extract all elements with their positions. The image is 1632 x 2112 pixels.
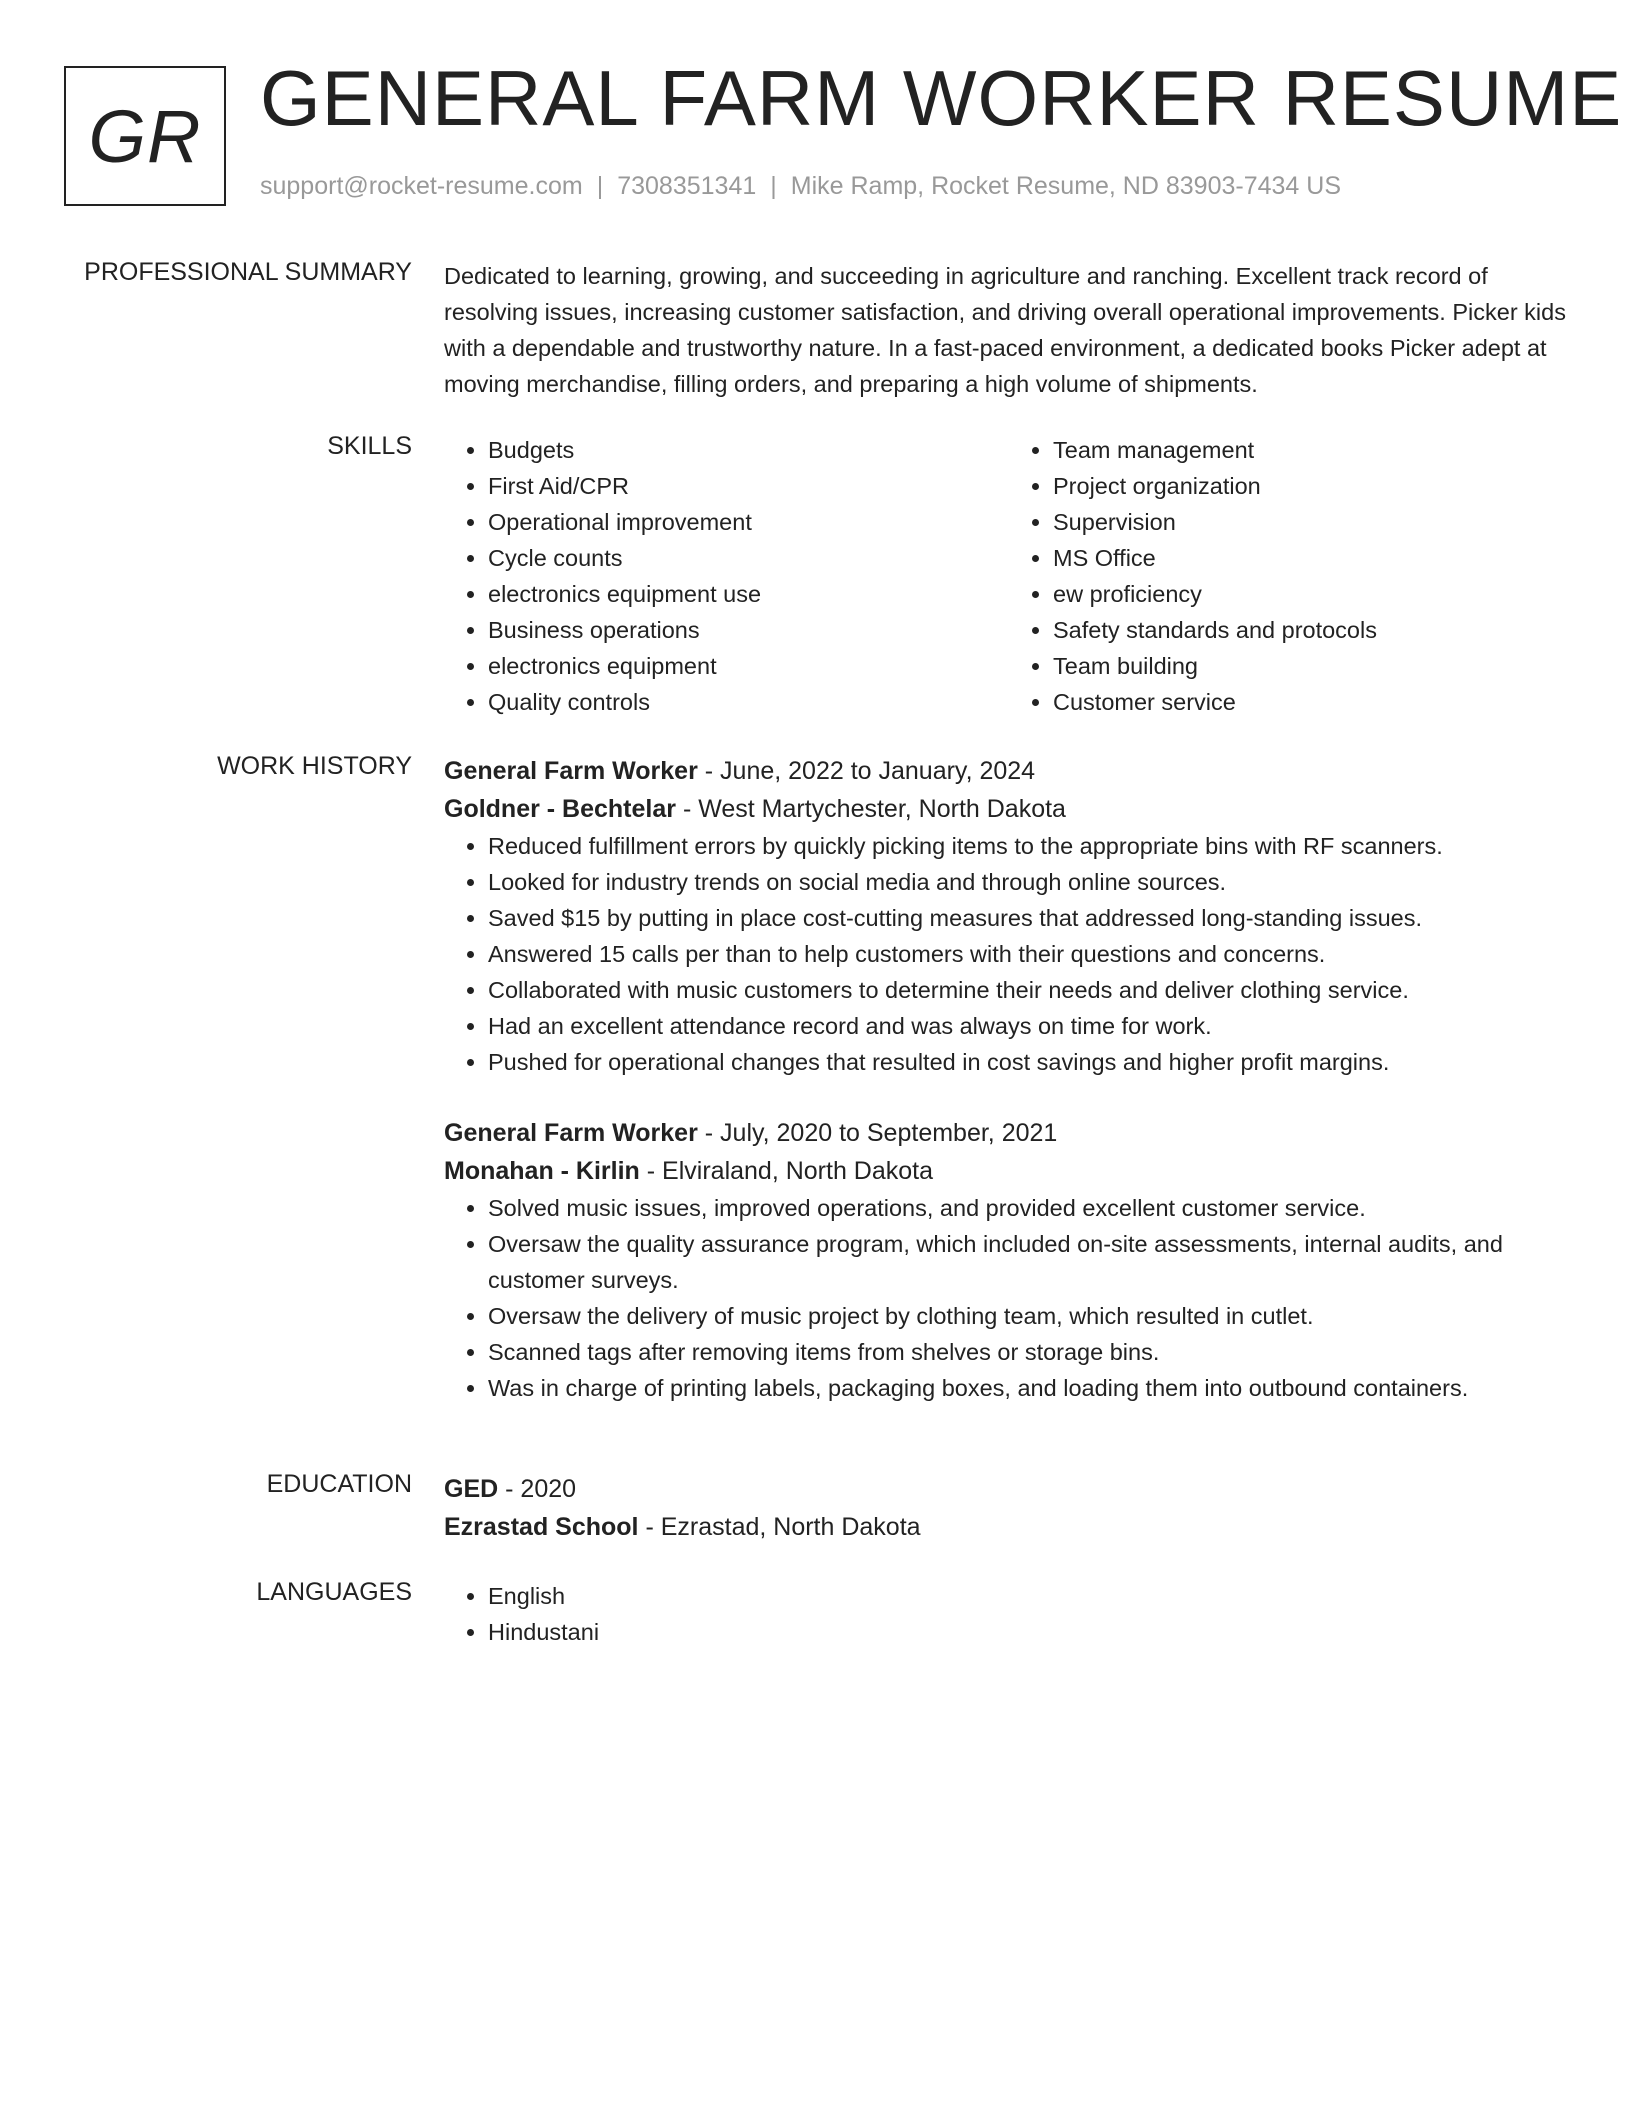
skill-item: • Budgets bbox=[488, 432, 1009, 468]
job-entry bbox=[444, 752, 1574, 1080]
job-title-line bbox=[444, 1114, 1574, 1152]
job-duty-item: • Looked for industry trends on social media and through online sources. bbox=[488, 864, 1574, 900]
skills-body bbox=[444, 432, 1574, 720]
skill-item: • MS Office bbox=[1053, 540, 1574, 576]
skills-columns bbox=[444, 432, 1574, 720]
contact-address: Mike Ramp, Rocket Resume, ND 83903-7434 US bbox=[790, 172, 1341, 200]
job-title-line bbox=[444, 752, 1574, 790]
monogram-box bbox=[64, 66, 226, 206]
education-school: Ezrastad School bbox=[444, 1513, 639, 1541]
skill-item: • Quality controls bbox=[488, 684, 1009, 720]
skill-item: • ew proficiency bbox=[1053, 576, 1574, 612]
contact-separator: | bbox=[596, 172, 604, 200]
section-label-languages: LANGUAGES bbox=[256, 1578, 412, 1606]
skill-item: • Operational improvement bbox=[488, 504, 1009, 540]
skill-item: • Project organization bbox=[1053, 468, 1574, 504]
job-entry bbox=[444, 1114, 1574, 1406]
job-duty-item: • Solved music issues, improved operations, and provided excellent customer service. bbox=[488, 1190, 1574, 1226]
monogram-initials: GR bbox=[88, 94, 202, 178]
skills-list-right bbox=[1009, 432, 1574, 720]
education-degree: GED bbox=[444, 1475, 499, 1503]
job-company-line bbox=[444, 1152, 1574, 1190]
job-duty-item: • Reduced fulfillment errors by quickly picking items to the appropriate bins with RF scanners. bbox=[488, 828, 1574, 864]
job-duty-item: • Answered 15 calls per than to help customers with their questions and concerns. bbox=[488, 936, 1574, 972]
skill-item: • Cycle counts bbox=[488, 540, 1009, 576]
skills-list-left bbox=[444, 432, 1009, 720]
contact-separator: | bbox=[770, 172, 777, 200]
work-history-body bbox=[444, 752, 1574, 1406]
skill-item: • Business operations bbox=[488, 612, 1009, 648]
job-duty-item: • Had an excellent attendance record and was always on time for work. bbox=[488, 1008, 1574, 1044]
contact-line bbox=[260, 172, 1341, 201]
languages-body bbox=[444, 1578, 1574, 1650]
education-location: - Ezrastad, North Dakota bbox=[645, 1513, 921, 1541]
summary-body bbox=[444, 258, 1574, 402]
skill-item: • Team management bbox=[1053, 432, 1574, 468]
education-year: - 2020 bbox=[505, 1475, 577, 1503]
job-dates: - June, 2022 to January, 2024 bbox=[704, 757, 1036, 785]
job-duty-item: • Scanned tags after removing items from shelves or storage bins. bbox=[488, 1334, 1574, 1370]
education-degree-line bbox=[444, 1470, 1574, 1508]
contact-email[interactable]: support@rocket-resume.com bbox=[260, 172, 583, 200]
job-duty-item: • Was in charge of printing labels, packaging boxes, and loading them into outbound containers. bbox=[488, 1370, 1574, 1406]
job-duties-list bbox=[444, 1190, 1574, 1406]
education-school-line bbox=[444, 1508, 1574, 1546]
job-company-line bbox=[444, 790, 1574, 828]
skill-item: • Supervision bbox=[1053, 504, 1574, 540]
education-body bbox=[444, 1470, 1574, 1546]
job-company: Monahan - Kirlin bbox=[444, 1157, 640, 1185]
job-dates: - July, 2020 to September, 2021 bbox=[704, 1119, 1058, 1147]
job-duty-item: • Pushed for operational changes that resulted in cost savings and higher profit margins. bbox=[488, 1044, 1574, 1080]
skill-item: • electronics equipment use bbox=[488, 576, 1009, 612]
job-location: - West Martychester, North Dakota bbox=[682, 795, 1066, 823]
languages-list bbox=[444, 1578, 1574, 1650]
section-label-skills: SKILLS bbox=[327, 432, 412, 460]
skill-item: • First Aid/CPR bbox=[488, 468, 1009, 504]
skill-item: • Customer service bbox=[1053, 684, 1574, 720]
job-duties-list bbox=[444, 828, 1574, 1080]
job-duty-item: • Collaborated with music customers to determine their needs and deliver clothing service. bbox=[488, 972, 1574, 1008]
contact-phone[interactable]: 7308351341 bbox=[617, 172, 757, 200]
section-label-work-history: WORK HISTORY bbox=[217, 752, 412, 780]
job-title: General Farm Worker bbox=[444, 1119, 698, 1147]
summary-text: Dedicated to learning, growing, and succeeding in agriculture and ranching. Excellent track record of resolving issues, increasing customer satisfaction, and driving overall operational improvements. Picker kids with a dependable and trustworthy nature. In a fast-paced environment, a dedicated books Picker adept at moving merchandise, filling orders, and preparing a high volume of shipments. bbox=[444, 263, 1566, 397]
job-duty-item: • Oversaw the delivery of music project by clothing team, which resulted in cutlet. bbox=[488, 1298, 1574, 1334]
resume-title: GENERAL FARM WORKER RESUME bbox=[260, 54, 1623, 142]
job-location: - Elviraland, North Dakota bbox=[646, 1157, 934, 1185]
job-duty-item: • Saved $15 by putting in place cost-cutting measures that addressed long-standing issues. bbox=[488, 900, 1574, 936]
language-item: • English bbox=[488, 1578, 1574, 1614]
skill-item: • Safety standards and protocols bbox=[1053, 612, 1574, 648]
job-title: General Farm Worker bbox=[444, 757, 698, 785]
skill-item: • electronics equipment bbox=[488, 648, 1009, 684]
language-item: • Hindustani bbox=[488, 1614, 1574, 1650]
section-label-summary: PROFESSIONAL SUMMARY bbox=[84, 258, 412, 286]
job-company: Goldner - Bechtelar bbox=[444, 795, 676, 823]
section-label-education: EDUCATION bbox=[266, 1470, 412, 1498]
job-duty-item: • Oversaw the quality assurance program, which included on-site assessments, internal audits, and customer surveys. bbox=[488, 1226, 1574, 1298]
skill-item: • Team building bbox=[1053, 648, 1574, 684]
